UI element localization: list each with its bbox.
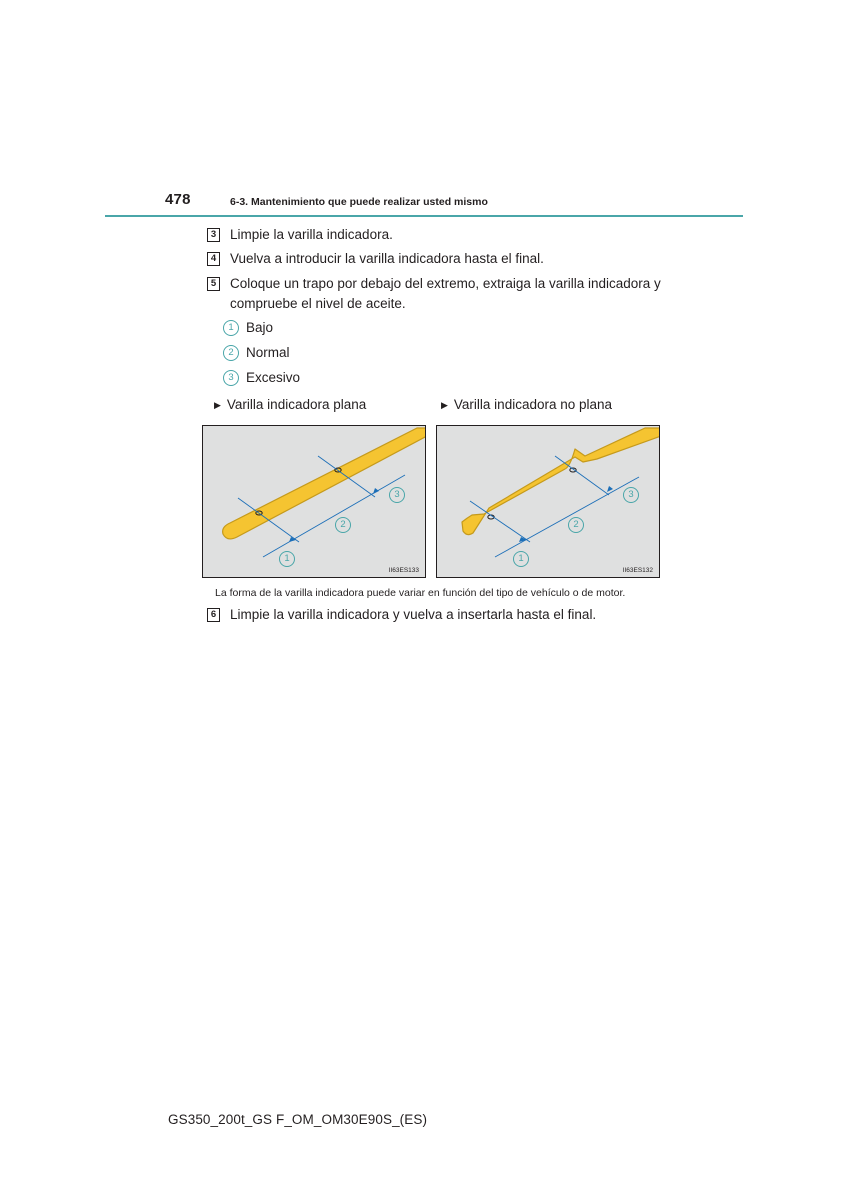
- callout-3-icon: 3: [623, 487, 639, 503]
- step-text: Vuelva a introducir la varilla indicadora hasta el final.: [230, 251, 544, 266]
- variant-label: Varilla indicadora plana: [226, 397, 367, 412]
- section-title: 6-3. Mantenimiento que puede realizar usted mismo: [230, 196, 488, 208]
- step-text: Coloque un trapo por debajo del extremo, extraiga la varilla indicadora y compruebe el nivel de aceite.: [230, 276, 661, 311]
- figure-flat-dipstick: [202, 425, 426, 578]
- document-footer-code: GS350_200t_GS F_OM_OM30E90S_(ES): [168, 1112, 428, 1127]
- level-label: Excesivo: [246, 370, 301, 385]
- triangle-bullet-icon: ▶: [441, 400, 448, 410]
- figure-caption: La forma de la varilla indicadora puede variar en función del tipo de vehículo o de motor.: [215, 587, 626, 599]
- figure-code: II63ES132: [622, 567, 653, 574]
- variant-label: Varilla indicadora no plana: [453, 397, 613, 412]
- variant-flat-heading: [214, 396, 366, 414]
- circled-number-icon: 3: [223, 370, 239, 386]
- circled-number-icon: 1: [223, 320, 239, 336]
- figure-nonflat-dipstick: [436, 425, 660, 578]
- step-number-badge: 5: [207, 277, 220, 291]
- callout-3-icon: 3: [389, 487, 405, 503]
- callout-2-icon: 2: [568, 517, 584, 533]
- variant-nonflat-heading: [441, 396, 612, 414]
- step-text: Limpie la varilla indicadora y vuelva a insertarla hasta el final.: [230, 607, 597, 622]
- step-number-badge: 3: [207, 228, 220, 242]
- callout-1-icon: 1: [513, 551, 529, 567]
- triangle-bullet-icon: ▶: [214, 400, 221, 410]
- callout-1-icon: 1: [279, 551, 295, 567]
- level-label: Bajo: [246, 320, 274, 335]
- circled-number-icon: 2: [223, 345, 239, 361]
- level-label: Normal: [246, 345, 290, 360]
- step-number-badge: 4: [207, 252, 220, 266]
- page-number: 478: [165, 191, 191, 208]
- step-text: Limpie la varilla indicadora.: [230, 227, 393, 242]
- header-rule: [105, 215, 743, 217]
- step-number-badge: 6: [207, 608, 220, 622]
- figure-code: II63ES133: [388, 567, 419, 574]
- callout-2-icon: 2: [335, 517, 351, 533]
